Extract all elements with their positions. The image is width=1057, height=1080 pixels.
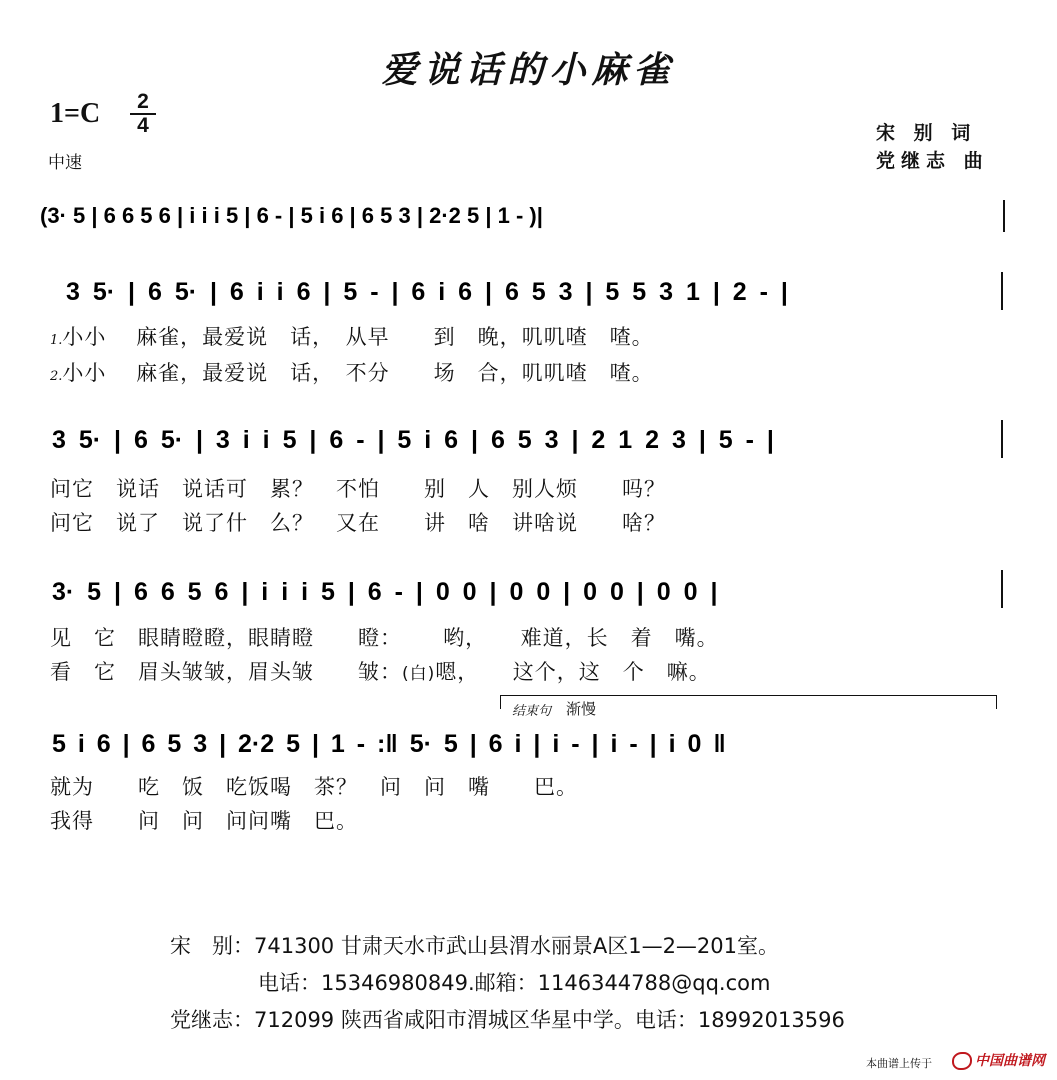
ending-label: 结束句 [512, 704, 552, 719]
tempo-change: 渐慢 [566, 700, 597, 718]
line1-verse2-text: 小小 麻雀，最爱说 话， 不分 场 合，叽叽喳 喳。 [62, 361, 654, 385]
site-name: 中国曲谱网 [975, 1053, 1045, 1069]
line3-notation [40, 562, 1020, 612]
ending-bracket-left [500, 695, 501, 709]
spoken-marker: (白) [402, 664, 436, 684]
line1-notation [40, 264, 1020, 314]
verse1-number: 1. [50, 333, 63, 348]
line3-verse1: 见 它 眼睛瞪瞪，眼睛瞪 瞪： 哟， 难道，长 着 嘴。 [50, 626, 719, 650]
intro-notation-text: (3· 5 | 6 6 5 6 | i i i 5 | 6 - | 5 i 6 | 6 5 3 | 2·2 5 | 1 - )| [40, 203, 543, 228]
contact-line-1: 宋 别：741300 甘肃天水市武山县渭水丽景A区1—2—201室。 [170, 934, 780, 958]
tempo-marking: 中速 [48, 153, 82, 173]
line1-verse2 [50, 357, 654, 387]
site-logo [952, 1050, 1045, 1070]
upload-note: 本曲谱上传于 [866, 1057, 932, 1070]
ending-bracket [500, 695, 997, 696]
line2-verse1: 问它 说话 说话可 累？ 不怕 别 人 别人烦 吗？ [50, 477, 666, 501]
lyricist-credit: 宋 别 词 [876, 122, 977, 144]
song-title: 爱说话的小麻雀 [381, 49, 676, 91]
line3-notation-text: 3· 5 | 6 6 5 6 | i i i 5 | 6 - | 0 0 | 0 0 | 0 0 | 0 0 | [52, 578, 718, 606]
line1-verse1 [50, 321, 654, 351]
meter-top: 2 [137, 90, 149, 113]
ending-bracket-right [996, 695, 997, 709]
line4-notation-text: 5 i 6 | 6 5 3 | 2·2 5 | 1 - :‖ 5· 5 | 6 i | i - | i - | i 0 ‖ [52, 730, 726, 758]
line2-verse2: 问它 说了 说了什 么？ 又在 讲 啥 讲啥说 啥？ [50, 511, 666, 535]
line4-notation [40, 716, 1020, 766]
line1-notation-text: 3 5· | 6 5· | 6 i i 6 | 5 - | 6 i 6 | 6 5 3 | 5 5 3 1 | 2 - | [66, 278, 788, 306]
line3-verse2 [50, 656, 711, 686]
line4-verse2: 我得 问 问 问问嘴 巴。 [50, 809, 358, 833]
contact-line-3: 党继志：712099 陕西省咸阳市渭城区华星中学。电话：18992013596 [170, 1008, 845, 1032]
contact-line-2: 电话：15346980849.邮箱：1146344788@qq.com [258, 971, 771, 995]
line1-verse1-text: 小小 麻雀，最爱说 话， 从早 到 晚，叽叽喳 喳。 [62, 325, 654, 349]
intro-notation [40, 196, 1020, 236]
line2-notation [40, 412, 1020, 462]
line3-verse2-text: 看 它 眉头皱皱，眉头皱 皱： [50, 660, 402, 684]
verse2-number: 2. [50, 369, 63, 384]
line2-notation-text: 3 5· | 6 5· | 3 i i 5 | 6 - | 5 i 6 | 6 5 3 | 2 1 2 3 | 5 - | [52, 426, 774, 454]
key-signature: 1=C [50, 98, 101, 129]
line4-verse1: 就为 吃 饭 吃饭喝 茶？ 问 问 嘴 巴。 [50, 775, 578, 799]
time-signature [130, 92, 156, 136]
site-logo-icon [952, 1052, 972, 1070]
meter-bottom: 4 [137, 114, 149, 137]
composer-credit: 党继志 曲 [876, 150, 989, 172]
line3-verse2-tail: 嗯， 这个，这 个 嘛。 [435, 660, 711, 684]
